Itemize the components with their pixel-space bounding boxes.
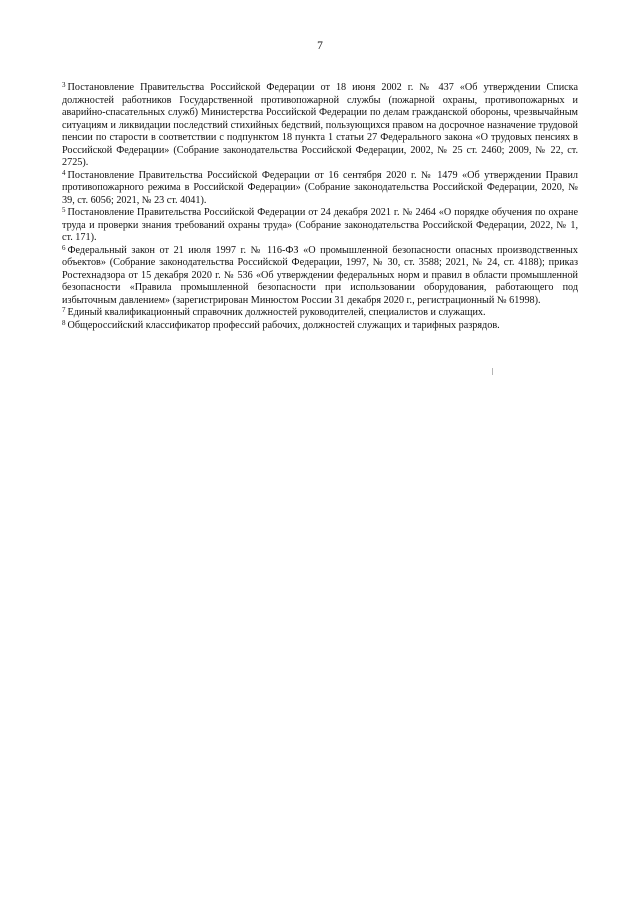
footnote-8 [62,320,578,333]
footnote-marker: 3 [62,81,66,89]
footnote-5 [62,207,578,245]
footnote-marker: 5 [62,206,66,214]
footnote-marker: 7 [62,306,66,314]
footnote-marker: 8 [62,318,66,327]
footnote-text: Постановление Правительства Российской Федерации от 18 июня 2002 г. № 437 «Об утверждении Списка должностей работников Государственной противопожарной службы (пожарной охраны, противопожарных и аварийно-спасательных служб) Министерства Российской Федерации по делам гражданской обороны, чрезвычайным ситуациям и ликвидации последствий стихийных бедствий, пользующихся правом на досрочное назначение трудовой пенсии по старости в соответствии с подпунктом 18 пункта 1 статьи 27 Федерального закона «О трудовых пенсиях в Российской Федерации» (Собрание законодательства Российской Федерации, 2002, № 25 ст. 2460; 2009, № 22, ст. 2725). [62,82,578,168]
footnote-text: Общероссийский классификатор профессий рабочих, должностей служащих и тарифных разрядов. [67,319,500,331]
footnote-text: Единый квалификационный справочник должностей руководителей, специалистов и служащих. [67,307,486,318]
footnote-marker: 4 [62,168,66,177]
footnote-marker: 6 [62,243,66,252]
footnote-text: Федеральный закон от 21 июля 1997 г. № 116-ФЗ «О промышленной безопасности опасных производственных объектов» (Собрание законодательства Российской Федерации, 1997, № 30, ст. 3588; 2021, № 24, ст. 4188); приказ Ростехнадзора от 15 декабря 2020 г. № 536 «Об утверждении федеральных норм и правил в области промышленной безопасности «Правила промышленной безопасности при использовании оборудования, работающего под избыточным давлением» (зарегистрирован Минюстом России 31 декабря 2020 г., регистрационный № 61998). [62,244,578,306]
footnote-text: Постановление Правительства Российской Федерации от 16 сентября 2020 г. № 1479 «Об утверждении Правил противопожарного режима в Российской Федерации» (Собрание законодательства Российской Федерации, 2020, № 39, ст. 6056; 2021, № 23 ст. 4041). [62,169,578,206]
page-number: 7 [317,40,323,52]
footnote-3 [62,82,578,170]
scan-artifact [492,368,493,375]
footnote-7 [62,307,578,320]
footnote-text: Постановление Правительства Российской Федерации от 24 декабря 2021 г. № 2464 «О порядке обучения по охране труда и проверки знания требований охраны труда» (Собрание законодательства Российской Федерации, 2022, № 1, ст. 171). [62,207,578,243]
footnote-4 [62,170,578,208]
footnote-6 [62,245,578,308]
footnotes-section [62,82,578,332]
